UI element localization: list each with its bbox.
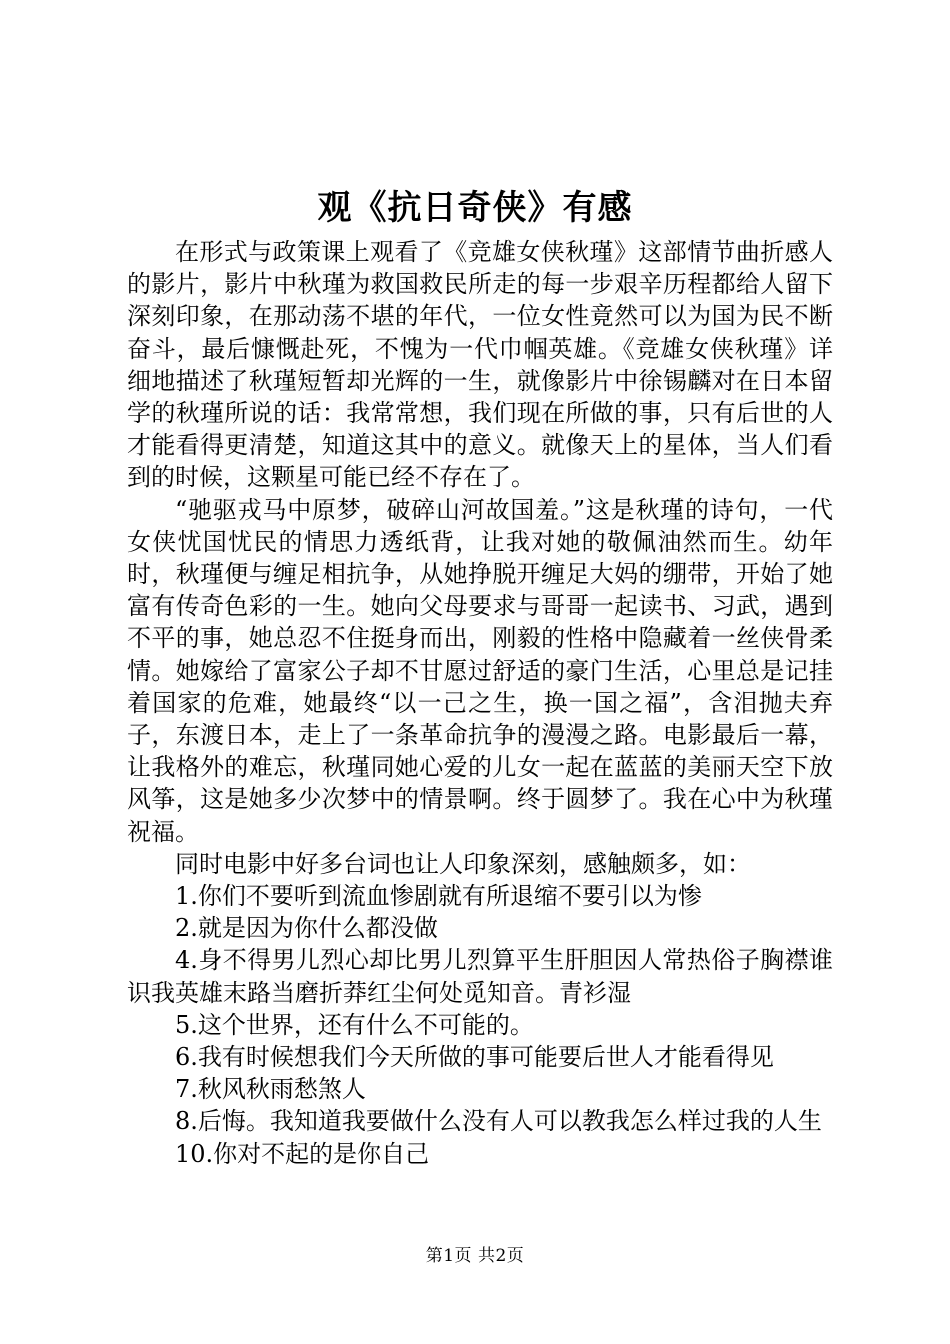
paragraph-quotes-intro: 同时电影中好多台词也让人印象深刻，感触颇多，如： [175, 849, 751, 878]
quote-item-5: 5.这个世界，还有什么不可能的。 [175, 1010, 534, 1039]
quote-item-2: 2.就是因为你什么都没做 [175, 914, 438, 943]
page-number-footer: 第1页 共2页 [425, 1246, 525, 1266]
quote-item-4: 4.身不得男儿烈心却比男儿烈算平生肝胆因人常热俗子胸襟谁识我英雄末路当磨折莽红尘何处觅知音。青衫湿 [127, 946, 833, 1007]
paragraph-poem: “驰驱戎马中原梦，破碎山河故国羞。”这是秋瑾的诗句，一代女侠忧国忧民的情思力透纸背，让我对她的敬佩油然而生。幼年时，秋瑾便与缠足相抗争，从她挣脱开缠足大妈的绷带，开始了她富有传奇色彩的一生。她向父母要求与哥哥一起读书、习武，遇到不平的事，她总忍不住挺身而出，刚毅的性格中隐藏着一丝侠骨柔情。她嫁给了富家公子却不甘愿过舒适的豪门生活，心里总是记挂着国家的危难，她最终“以一己之生，换一国之福”，含泪抛夫弃子，东渡日本，走上了一条革命抗争的漫漫之路。电影最后一幕，让我格外的难忘，秋瑾同她心爱的儿女一起在蓝蓝的美丽天空下放风筝，这是她多少次梦中的情景啊。终于圆梦了。我在心中为秋瑾祝福。 [127, 495, 833, 846]
quote-item-10: 10.你对不起的是你自己 [175, 1139, 430, 1168]
quote-item-8: 8.后悔。我知道我要做什么没有人可以教我怎么样过我的人生 [175, 1107, 822, 1136]
quote-item-1: 1.你们不要听到流血惨剧就有所退缩不要引以为惨 [175, 882, 702, 911]
paragraph-intro: 在形式与政策课上观看了《竞雄女侠秋瑾》这部情节曲折感人的影片，影片中秋瑾为救国救民所走的每一步艰辛历程都给人留下深刻印象，在那动荡不堪的年代，一位女性竟然可以为国为民不断奋斗，最后慷慨赴死，不愧为一代巾帼英雄。《竞雄女侠秋瑾》详细地描述了秋瑾短暂却光辉的一生，就像影片中徐锡麟对在日本留学的秋瑾所说的话：我常常想，我们现在所做的事，只有后世的人才能看得更清楚，知道这其中的意义。就像天上的星体，当人们看到的时候，这颗星可能已经不存在了。 [127, 238, 833, 492]
document-body [127, 236, 833, 1170]
document-title: 观《抗日奇侠》有感 [317, 188, 633, 228]
quote-item-7: 7.秋风秋雨愁煞人 [175, 1075, 366, 1104]
quote-item-6: 6.我有时候想我们今天所做的事可能要后世人才能看得见 [175, 1043, 774, 1072]
